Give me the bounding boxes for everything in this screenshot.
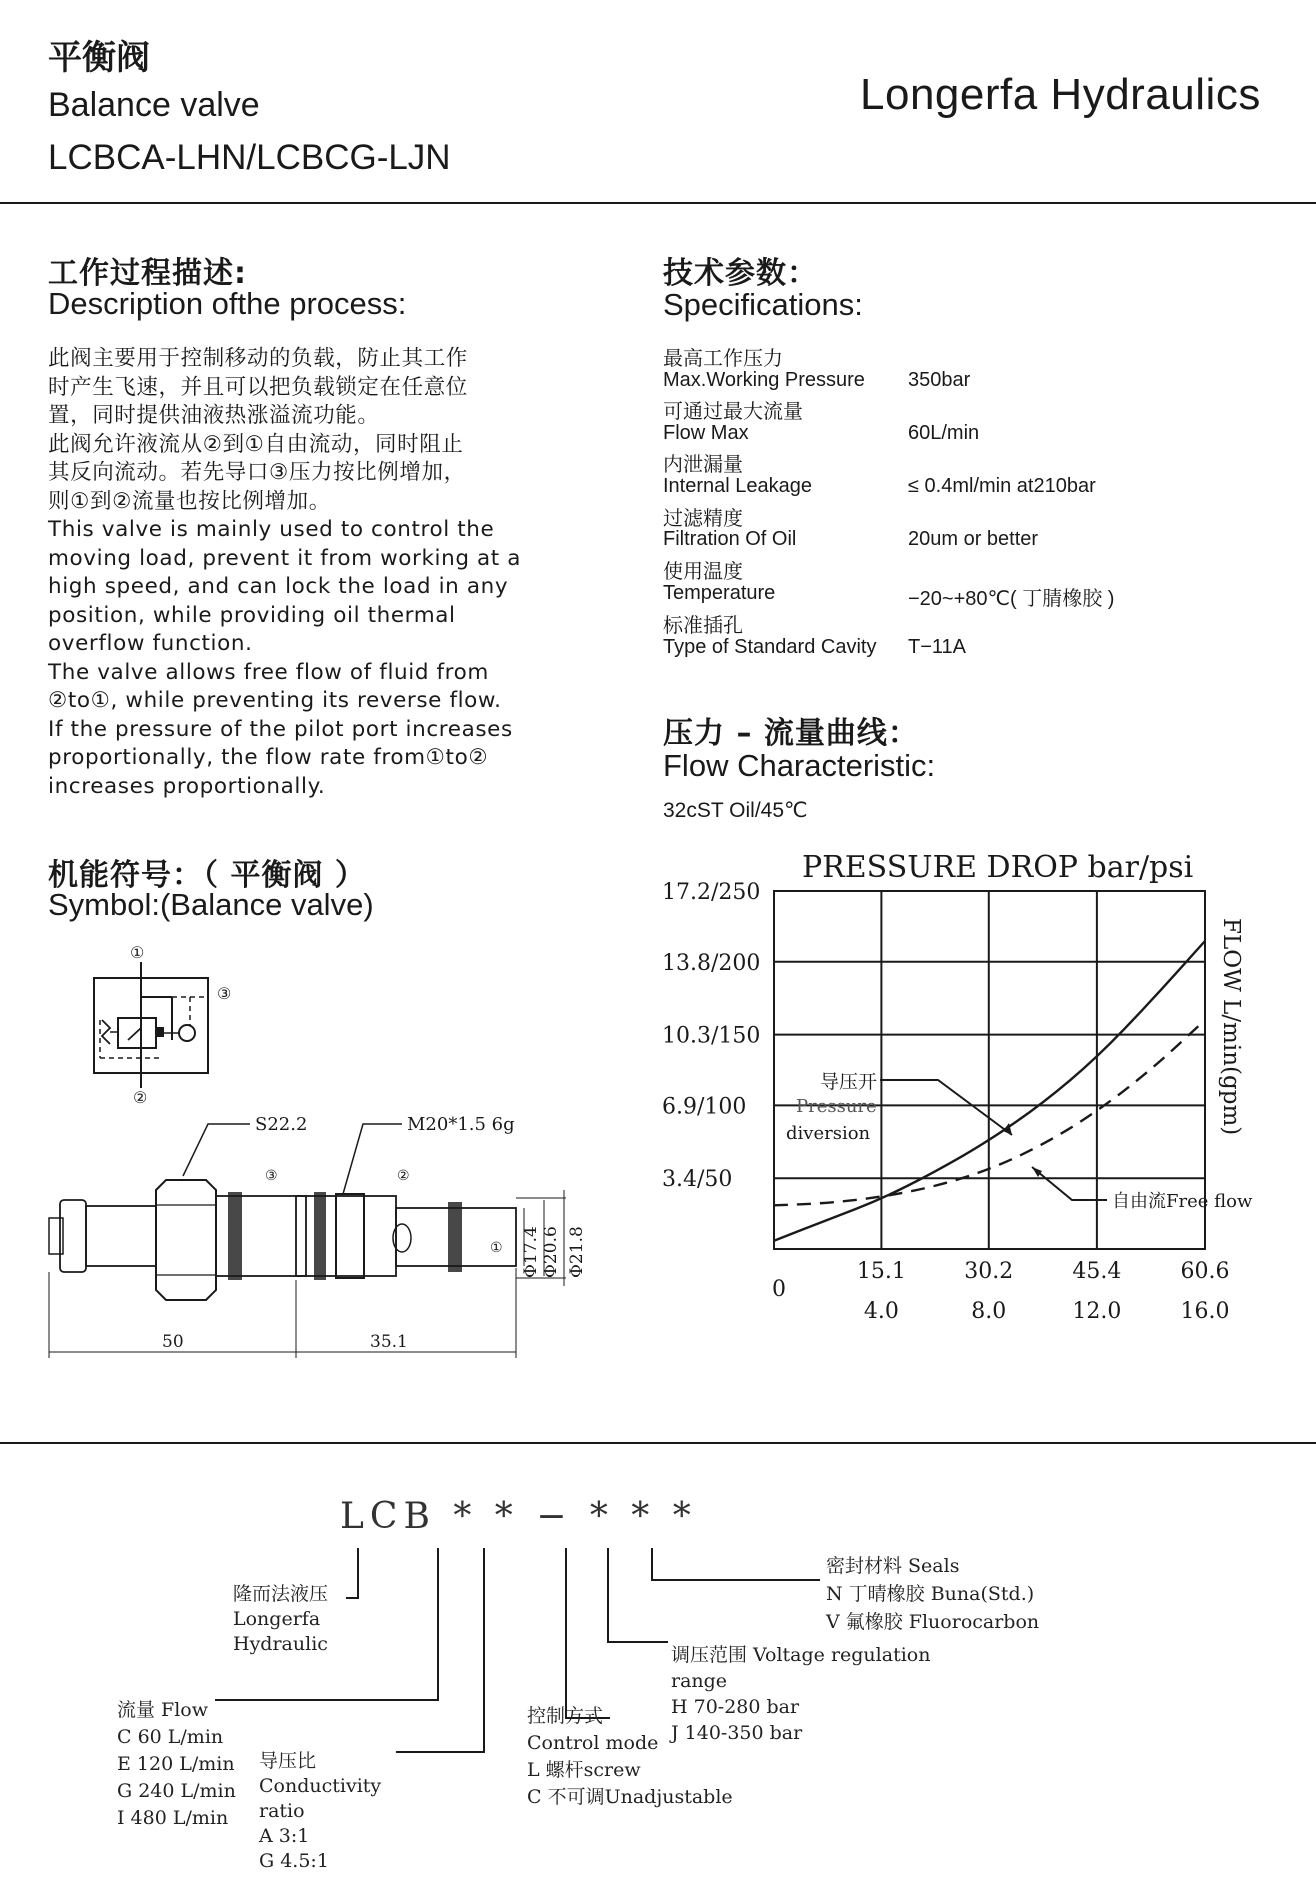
title-cn: 平衡阀 xyxy=(48,38,150,78)
diameter-label: Φ21.8 xyxy=(567,1226,587,1278)
description-line: If the pressure of the pilot port increases xyxy=(48,716,513,742)
description-line: 此阀允许液流从②到①自由流动，同时阻止 xyxy=(48,431,464,457)
thread-dim-label: M20*1.5 6g xyxy=(407,1114,515,1135)
option-item: G 240 L/min xyxy=(117,1780,236,1802)
header-divider xyxy=(0,202,1316,204)
series-label-free-flow xyxy=(1112,1191,1253,1212)
y-tick-label: 10.3/150 xyxy=(662,1023,761,1049)
spec-label-en: Temperature xyxy=(663,582,776,604)
spec-value: 60L/min xyxy=(908,422,980,444)
option-title: 控制方式 xyxy=(527,1705,604,1727)
x-tick-label-gpm: 8.0 xyxy=(971,1299,1007,1324)
option-title: 流量 Flow xyxy=(117,1699,209,1721)
symbol-heading-cn: 机能符号：（ 平衡阀 ） xyxy=(48,858,366,893)
spec-value: 350bar xyxy=(908,369,971,391)
flow-heading-cn: 压力 – 流量曲线： xyxy=(663,716,919,751)
description-line: overflow function. xyxy=(48,631,253,656)
brand-label-en: Hydraulic xyxy=(233,1633,328,1655)
chart-ticks xyxy=(662,880,1229,1324)
x-tick-label-gpm: 4.0 xyxy=(863,1299,899,1324)
leader-line xyxy=(183,1124,250,1176)
chart-title: PRESSURE DROP bar/psi xyxy=(802,850,1194,885)
port-2-label: ② xyxy=(133,1088,148,1105)
description-line: This valve is mainly used to control the xyxy=(48,517,495,542)
pressure-option-block xyxy=(671,1642,930,1746)
description-heading-en: Description ofthe process: xyxy=(48,286,407,321)
specifications-heading-en: Specifications: xyxy=(663,287,863,322)
option-item: I 480 L/min xyxy=(117,1807,229,1829)
thread-section xyxy=(296,1196,396,1276)
thread-band xyxy=(336,1194,364,1278)
description-heading-cn: 工作过程描述: xyxy=(48,256,247,291)
stem xyxy=(86,1206,156,1266)
seals-option-block xyxy=(826,1552,1039,1636)
option-item: A 3:1 xyxy=(259,1825,310,1847)
diameter-label: Φ20.6 xyxy=(541,1226,561,1278)
option-item: N 丁晴橡胶 Buna(Std.) xyxy=(826,1583,1035,1605)
description-line: 其反向流动。若先导口③压力按比例增加， xyxy=(48,460,466,485)
flow-heading-en: Flow Characteristic: xyxy=(663,748,936,783)
option-item: C 不可调Unadjustable xyxy=(527,1786,733,1808)
x-tick-label-lpm: 15.1 xyxy=(856,1259,906,1284)
ordering-code: LCB * * − * * * xyxy=(340,1496,697,1537)
spool-box xyxy=(118,1018,156,1048)
option-item: V 氟橡胶 Fluorocarbon xyxy=(826,1611,1040,1633)
option-item: E 120 L/min xyxy=(117,1753,235,1775)
option-item: L 螺杆screw xyxy=(527,1759,641,1781)
leader-line xyxy=(652,1548,820,1580)
spec-label-en: Filtration Of Oil xyxy=(663,528,797,550)
series-label-cn: 自由流 xyxy=(1112,1191,1166,1212)
description-line: moving load, prevent it from working at a xyxy=(48,545,522,571)
series-label-en: Free flow xyxy=(1166,1191,1253,1212)
option-title: 调压范围 Voltage regulation xyxy=(671,1644,931,1666)
port-1-label: ① xyxy=(130,943,145,962)
y-tick-label: 6.9/100 xyxy=(662,1094,747,1120)
option-item: C 60 L/min xyxy=(117,1726,224,1748)
option-title: 导压比 xyxy=(259,1750,317,1772)
spec-label-cn: 过滤精度 xyxy=(663,506,743,530)
option-title: Conductivity xyxy=(259,1775,382,1797)
model-number: LCBCA-LHN/LCBCG-LJN xyxy=(48,138,451,177)
header xyxy=(0,0,1316,205)
brand-label-en: Longerfa xyxy=(233,1608,321,1630)
leader-line xyxy=(343,1124,402,1194)
hex-body xyxy=(156,1180,216,1300)
spec-label-cn: 内泄漏量 xyxy=(663,452,743,476)
seal-ring xyxy=(228,1192,242,1280)
lock-nut xyxy=(60,1200,86,1272)
spec-value: −20~+80℃( 丁腈橡胶 ) xyxy=(908,588,1115,610)
length-label: 50 xyxy=(162,1332,184,1352)
hydraulic-symbol xyxy=(80,935,280,1105)
description-line: 则①到②流量也按比例增加。 xyxy=(48,488,331,514)
y-tick-label: 17.2/250 xyxy=(662,880,761,905)
spring-icon xyxy=(102,1020,110,1044)
specifications-heading-cn: 技术参数： xyxy=(663,256,818,291)
annotation-leader xyxy=(880,1080,1012,1135)
spec-label-en: Flow Max xyxy=(663,422,749,444)
option-title: Control mode xyxy=(527,1732,659,1754)
y-tick-label: 13.8/200 xyxy=(662,950,761,976)
description-line: 置，同时提供油液热涨溢流功能。 xyxy=(48,403,380,428)
spec-label-en: Internal Leakage xyxy=(663,475,813,497)
y-tick-label: 3.4/50 xyxy=(662,1167,733,1193)
x-tick-label-lpm: 45.4 xyxy=(1072,1259,1122,1284)
spec-label-cn: 使用温度 xyxy=(663,559,743,583)
brand-name: Longerfa Hydraulics xyxy=(860,70,1261,119)
description-line: 时产生飞速，并且可以把负载锁定在任意位 xyxy=(48,374,468,400)
description-line: proportionally, the flow rate from①to② xyxy=(48,745,489,770)
port-3-label: ③ xyxy=(265,1168,278,1184)
oil-condition: 32cST Oil/45℃ xyxy=(663,799,808,822)
option-title: 密封材料 Seals xyxy=(826,1555,960,1577)
seal-ring xyxy=(448,1202,462,1272)
leader-line xyxy=(608,1548,668,1642)
option-title: ratio xyxy=(259,1800,305,1822)
leader-line xyxy=(566,1548,610,1718)
chart-y-axis-label: FLOW L/min(gpm) xyxy=(1218,918,1244,1136)
option-item: J 140-350 bar xyxy=(671,1722,803,1744)
hex-dim-label: S22.2 xyxy=(255,1114,308,1135)
port-1-label: ① xyxy=(490,1240,503,1256)
spec-label-cn: 最高工作压力 xyxy=(663,346,783,370)
spec-label-cn: 可通过最大流量 xyxy=(663,399,803,423)
flow-chart xyxy=(640,840,1316,1340)
series-label-en: diversion xyxy=(786,1123,871,1144)
description-line: high speed, and can lock the load in any xyxy=(48,574,509,599)
title-en: Balance valve xyxy=(48,86,260,124)
description-line: position, while providing oil thermal xyxy=(48,602,456,628)
spec-value: ≤ 0.4ml/min at210bar xyxy=(908,475,1096,497)
diameter-label: Φ17.4 xyxy=(521,1226,541,1278)
spool-arrow xyxy=(128,1028,141,1040)
annotation-leader xyxy=(1032,1167,1107,1200)
ratio-option-block xyxy=(259,1749,381,1874)
description-line: increases proportionally. xyxy=(48,773,326,799)
spec-label-cn: 标准插孔 xyxy=(663,613,743,637)
spec-label-en: Max.Working Pressure xyxy=(663,369,865,391)
port-2-label: ② xyxy=(397,1168,410,1184)
description-body xyxy=(48,345,608,801)
x-tick-label-lpm: 30.2 xyxy=(964,1259,1014,1284)
series-label-en: Pressure xyxy=(796,1096,877,1117)
flow-option-block xyxy=(117,1697,236,1832)
specifications-table xyxy=(663,342,1303,672)
seat-block xyxy=(156,1027,164,1037)
ordering-divider xyxy=(0,1442,1316,1444)
check-valve-icon xyxy=(179,1025,195,1041)
spec-value: 20um or better xyxy=(908,528,1039,550)
option-item: G 4.5:1 xyxy=(259,1850,329,1872)
x-tick-label-lpm: 0 xyxy=(772,1277,786,1302)
x-tick-label-gpm: 12.0 xyxy=(1072,1299,1122,1324)
seal-ring xyxy=(314,1192,326,1280)
option-title: range xyxy=(671,1670,728,1692)
spec-label-en: Type of Standard Cavity xyxy=(663,636,877,658)
leader-line xyxy=(346,1548,358,1598)
x-tick-label-lpm: 60.6 xyxy=(1180,1259,1230,1284)
series-label-cn: 导压开 xyxy=(820,1071,878,1093)
description-line: The valve allows free flow of fluid from xyxy=(48,659,489,685)
description-line: ②to①, while preventing its reverse flow. xyxy=(48,688,502,713)
port-3-label: ③ xyxy=(217,984,232,1003)
brand-block xyxy=(233,1582,328,1657)
symbol-heading-en: Symbol:(Balance valve) xyxy=(48,887,374,922)
option-item: H 70-280 bar xyxy=(671,1696,800,1718)
valve-drawing xyxy=(40,1100,620,1370)
brand-label-cn: 隆而法液压 xyxy=(233,1583,329,1605)
spec-value: T−11A xyxy=(908,636,966,658)
x-tick-label-gpm: 16.0 xyxy=(1180,1299,1230,1324)
leader-line xyxy=(396,1548,484,1752)
length-label: 35.1 xyxy=(370,1332,408,1352)
annotation-arrow xyxy=(1032,1167,1042,1177)
description-line: 此阀主要用于控制移动的负载，防止其工作 xyxy=(48,346,468,371)
